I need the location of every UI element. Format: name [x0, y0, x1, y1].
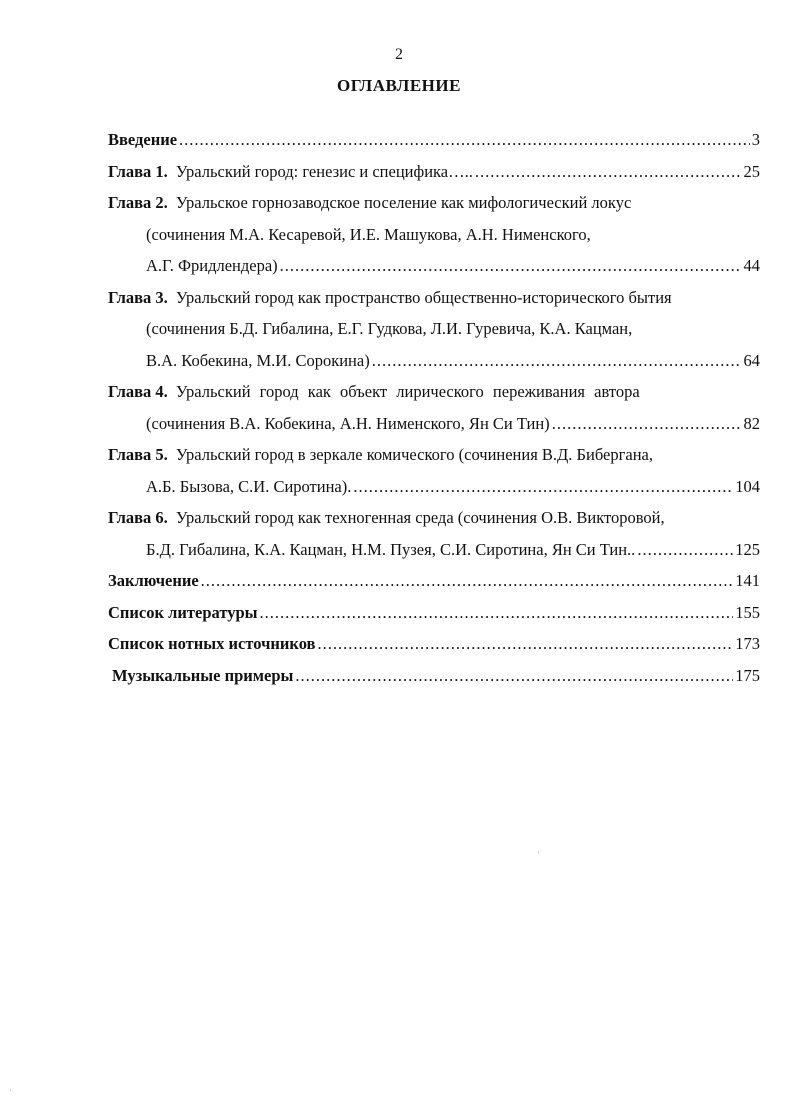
- toc-ch2-line2: (сочинения М.А. Кесаревой, И.Е. Машукова, А.Н. Нименского,: [146, 224, 591, 244]
- toc-entry-chapter-4-end: [108, 414, 760, 446]
- leader-dots: [295, 666, 733, 686]
- toc-ch5-page: 104: [735, 476, 760, 496]
- toc-ch5-label: Глава 5.: [108, 445, 168, 464]
- toc-ch6-line2: Б.Д. Гибалина, К.А. Кацман, Н.М. Пузея, С.И. Сиротина, Ян Си Тин..: [146, 539, 636, 559]
- toc-entry-chapter-2[interactable]: [108, 193, 760, 225]
- toc-entry-chapter-3[interactable]: [108, 288, 760, 320]
- toc-ch2-line1: Уральское горнозаводское поселение как мифологический локус: [175, 193, 632, 212]
- toc-examples-label: Музыкальные примеры: [112, 665, 294, 685]
- toc-ch3-page: 64: [743, 350, 760, 370]
- toc-ch3-line1: Уральский город как пространство общественно-исторического бытия: [175, 287, 672, 307]
- leader-dots: [552, 414, 742, 434]
- toc-ch2-label: Глава 2.: [108, 193, 168, 212]
- toc-ch2-page: 44: [743, 256, 760, 275]
- scan-speck: ,: [10, 1086, 12, 1092]
- toc-entry-references[interactable]: [108, 603, 760, 635]
- page-number: 2: [395, 46, 403, 63]
- toc-references-page: 155: [735, 602, 760, 622]
- page-title: ОГЛАВЛЕНИЕ: [337, 76, 461, 95]
- toc-entry-chapter-3-end: [108, 351, 760, 383]
- leader-dots: [372, 351, 742, 371]
- toc-intro-page: 3: [751, 130, 760, 149]
- toc-entry-chapter-3-cont: [108, 319, 760, 351]
- toc-entry-chapter-2-end: [108, 256, 760, 288]
- leader-dots: [317, 634, 733, 654]
- toc-entry-chapter-6-end: [108, 540, 760, 572]
- toc-ch5-line2: А.Б. Бызова, С.И. Сиротина).: [146, 476, 352, 496]
- toc-ch1-page: 25: [743, 161, 760, 181]
- toc-ch4-line2: (сочинения В.А. Кобекина, А.Н. Нименского, Ян Си Тин): [146, 413, 550, 433]
- toc-entry-score-sources[interactable]: [108, 634, 760, 666]
- toc-conclusion-page: 141: [735, 571, 760, 590]
- toc-conclusion-label: Заключение: [108, 571, 199, 590]
- leader-dots: [260, 603, 734, 623]
- toc-entry-chapter-6[interactable]: [108, 508, 760, 540]
- toc-ch4-line1: Уральский город как объект лирического переживания автора: [175, 382, 640, 401]
- toc-entry-music-examples[interactable]: [108, 666, 760, 698]
- toc-ch6-line1: Уральский город как техногенная среда (сочинения О.В. Викторовой,: [175, 508, 665, 527]
- leader-dots: [280, 256, 742, 276]
- toc-entry-intro[interactable]: [108, 130, 760, 162]
- toc-ch3-line2: (сочинения Б.Д. Гибалина, Е.Г. Гудкова, Л.И. Гуревича, К.А. Кацман,: [146, 319, 633, 338]
- leader-dots: [201, 571, 734, 591]
- leader-dots: [179, 130, 750, 150]
- toc-ch1-text: Уральский город: генезис и специфика…..: [175, 161, 473, 181]
- toc-entry-chapter-5-end: [108, 477, 760, 509]
- toc-ch6-label: Глава 6.: [108, 508, 168, 527]
- toc-ch5-line1: Уральский город в зеркале комического (сочинения В.Д. Бибергана,: [175, 445, 653, 464]
- toc-ch4-label: Глава 4.: [108, 382, 168, 401]
- scan-speck: ': [538, 850, 540, 859]
- leader-dots: [637, 540, 733, 560]
- toc-ch4-page: 82: [743, 413, 760, 433]
- toc-entry-chapter-1[interactable]: [108, 162, 760, 194]
- toc-entry-conclusion[interactable]: [108, 571, 760, 603]
- toc-entry-chapter-5[interactable]: [108, 445, 760, 477]
- toc-ch3-line3: В.А. Кобекина, М.И. Сорокина): [146, 350, 370, 370]
- toc-scores-page: 173: [735, 634, 760, 653]
- toc-examples-page: 175: [735, 665, 760, 685]
- toc-intro-label: Введение: [108, 130, 178, 149]
- table-of-contents: [108, 130, 760, 697]
- toc-ch3-label: Глава 3.: [108, 287, 168, 307]
- leader-dots: [475, 162, 742, 182]
- toc-scores-label: Список нотных источников: [108, 634, 316, 653]
- toc-ch1-label: Глава 1.: [108, 161, 168, 181]
- toc-entry-chapter-2-cont: [108, 225, 760, 257]
- toc-references-label: Список литературы: [108, 602, 258, 622]
- leader-dots: [353, 477, 733, 497]
- toc-entry-chapter-4[interactable]: [108, 382, 760, 414]
- toc-ch2-line3: А.Г. Фридлендера): [146, 256, 278, 275]
- toc-ch6-page: 125: [735, 539, 760, 559]
